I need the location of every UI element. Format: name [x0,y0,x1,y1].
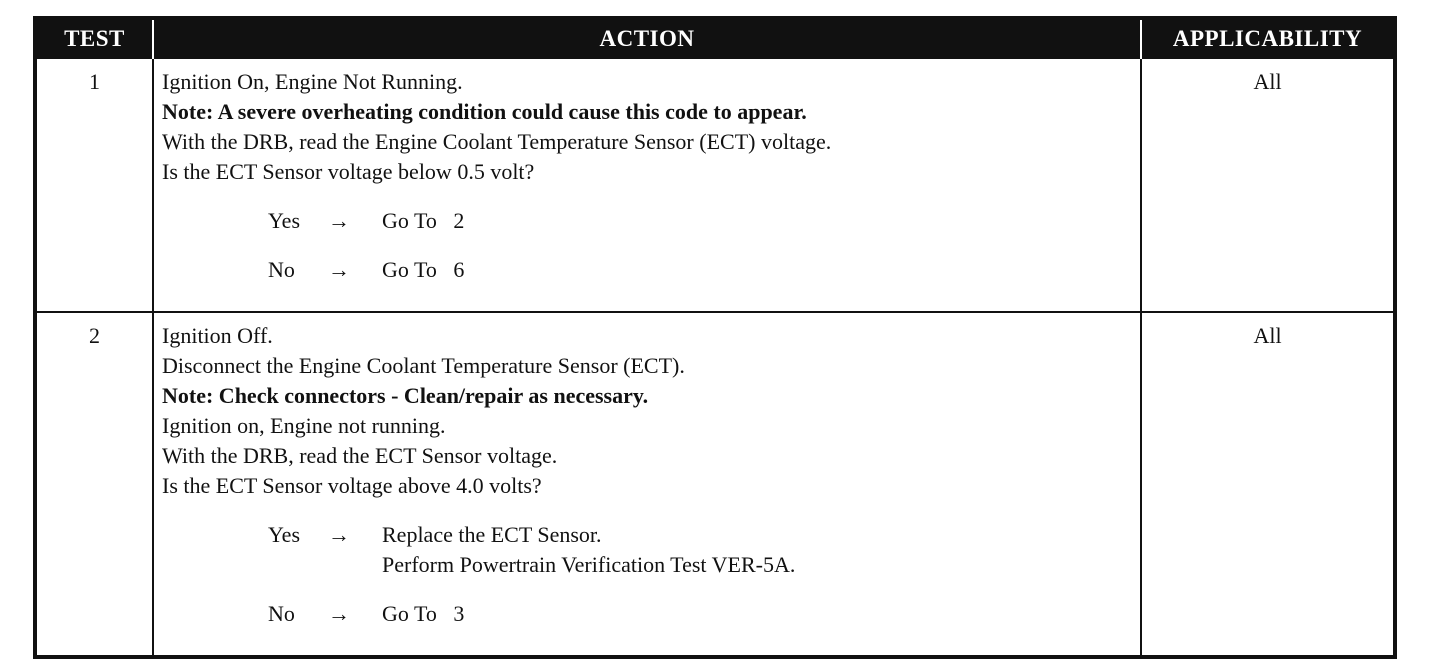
action-line: With the DRB, read the ECT Sensor voltage. [162,443,558,468]
header-test: TEST [35,18,153,58]
table-row [35,58,1395,312]
outcome-no [268,255,1132,285]
outcome-no [268,599,1132,629]
right-arrow-icon: → [328,522,350,547]
action-line: With the DRB, read the Engine Coolant Temperature Sensor (ECT) voltage. [162,129,832,154]
outcome-result-line: Go To 6 [382,257,465,282]
action-line: Ignition Off. [162,323,273,348]
outcome-result [382,520,795,580]
header-applicability: APPLICABILITY [1141,18,1395,58]
test-number: 1 [35,58,153,312]
outcome-label: Yes [268,208,301,233]
outcome-result-line: Replace the ECT Sensor. [382,522,602,547]
outcome-result-line: Perform Powertrain Verification Test VER-5A. [382,552,796,577]
test-number: 2 [35,312,153,657]
outcome-result-line: Go To 3 [382,601,465,626]
action-cell [153,58,1141,312]
outcome-label: No [268,257,295,282]
action-line: Disconnect the Engine Coolant Temperature Sensor (ECT). [162,353,685,378]
action-note: Note: Check connectors - Clean/repair as necessary. [162,383,649,408]
outcome-label: No [268,601,295,626]
outcome-list [268,206,1132,285]
outcome-list [268,520,1132,629]
table-row [35,312,1395,657]
action-note: Note: A severe overheating condition could cause this code to appear. [162,99,807,124]
diagnostic-test-table [33,16,1397,659]
action-line: Ignition On, Engine Not Running. [162,69,463,94]
action-cell [153,312,1141,657]
outcome-yes [268,206,1132,236]
outcome-result [382,255,464,285]
right-arrow-icon: → [328,601,350,626]
applicability-cell: All [1141,58,1395,312]
outcome-result-line: Go To 2 [382,208,465,233]
right-arrow-icon: → [328,257,350,282]
action-line: Ignition on, Engine not running. [162,413,446,438]
outcome-result [382,599,464,629]
action-line: Is the ECT Sensor voltage below 0.5 volt? [162,159,535,184]
applicability-cell: All [1141,312,1395,657]
outcome-result [382,206,464,236]
action-line: Is the ECT Sensor voltage above 4.0 volts? [162,473,542,498]
header-row [35,18,1395,58]
outcome-label: Yes [268,522,301,547]
header-action: ACTION [153,18,1141,58]
right-arrow-icon: → [328,208,350,233]
outcome-yes [268,520,1132,580]
